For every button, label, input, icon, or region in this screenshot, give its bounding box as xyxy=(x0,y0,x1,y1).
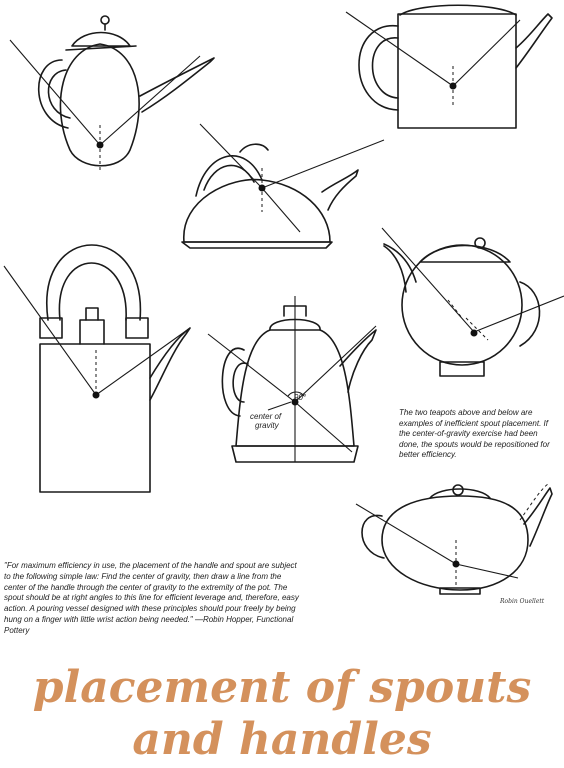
center-of-gravity-label: center of xyxy=(250,412,282,421)
hopper-quote: "For maximum efficiency in use, the placement of the handle and spout are subject to the following simple law: Find the center of gravity, then draw a line from the center of the handle through the center of gravity to the extremity of the pot. The spout should be at right angles to this line for efficient leverage and, therefore, easy action. A pouring vessel designed with these principles should pour freely by being hung on a finger with little wrist action being needed." —Robin Hopper, Functional Pottery xyxy=(4,561,299,635)
page-title: placement of spouts xyxy=(32,662,532,713)
teapot-tall-center xyxy=(208,296,376,462)
teapot-round-right xyxy=(382,228,564,376)
page-title-line2: and handles xyxy=(132,714,432,765)
right-angle-label: 90° xyxy=(294,393,307,402)
center-of-gravity-label-line2: gravity xyxy=(255,421,279,430)
teapot-dome-middle xyxy=(182,124,384,248)
inefficient-spout-note: The two teapots above and below are examples of inefficient spout placement. If the center-of-gravity exercise had been done, the spouts would be repositioned for better efficiency. xyxy=(399,408,550,459)
teapot-oval-top-left xyxy=(10,16,214,170)
teapot-low-bottom-right xyxy=(356,484,552,594)
artist-signature: Robin Ouellett xyxy=(500,598,545,605)
teapot-boxy-top-right xyxy=(346,5,552,128)
teapot-cylinder-left xyxy=(4,245,190,492)
